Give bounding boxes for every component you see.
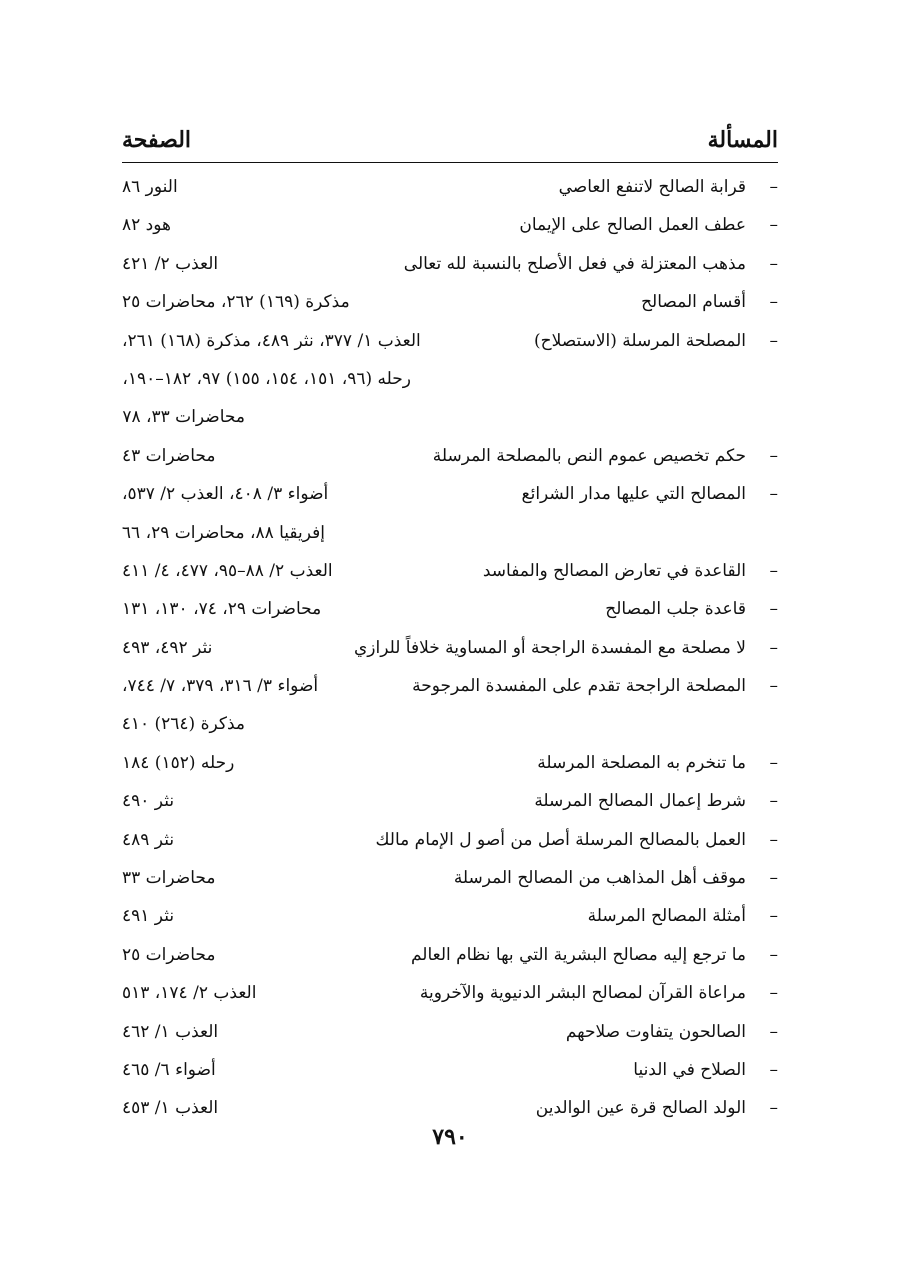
index-row — [122, 936, 778, 974]
row-reference: محاضرات ٢٩، ٧٤، ١٣٠، ١٣١ — [122, 599, 322, 620]
row-dash: – — [769, 983, 778, 1004]
index-row — [122, 1089, 778, 1127]
index-row — [122, 437, 778, 475]
row-dash: – — [769, 484, 778, 505]
header-rule — [122, 162, 778, 163]
row-reference: محاضرات ٤٣ — [122, 445, 216, 466]
row-reference: محاضرات ٢٥ — [122, 944, 216, 965]
row-reference: نثر ٤٩٠ — [122, 791, 175, 812]
row-topic: عطف العمل الصالح على الإيمان — [519, 215, 746, 236]
index-row — [122, 168, 778, 206]
row-reference: نثر ٤٩٢، ٤٩٣ — [122, 637, 213, 658]
row-reference: رحله (٩٦، ١٥١، ١٥٤، ١٥٥) ٩٧، ١٨٢–١٩٠، — [122, 368, 411, 389]
row-topic: ما ترجع إليه مصالح البشرية التي بها نظام العالم — [410, 944, 746, 965]
row-dash: – — [769, 177, 778, 197]
row-dash: – — [769, 906, 778, 927]
header-topic: المسألة — [707, 127, 778, 153]
row-reference: العذب ١/ ٤٦٢ — [122, 1021, 219, 1042]
row-dash: – — [769, 829, 778, 850]
index-row — [122, 398, 778, 436]
row-dash: – — [769, 560, 778, 581]
row-dash: – — [769, 215, 778, 236]
row-dash: – — [769, 1098, 778, 1119]
row-reference: العذب ٢/ ٤٢١ — [122, 253, 219, 274]
row-topic: أقسام المصالح — [641, 292, 746, 313]
row-reference: نثر ٤٨٩ — [122, 829, 175, 850]
row-topic: المصلحة الراجحة تقدم على المفسدة المرجوحة — [412, 676, 746, 697]
index-row — [122, 590, 778, 628]
row-reference: العذب ٢/ ١٧٤، ٥١٣ — [122, 983, 257, 1004]
index-list — [122, 168, 778, 1128]
row-topic: الولد الصالح قرة عين الوالدين — [535, 1098, 746, 1119]
row-dash: – — [769, 292, 778, 313]
index-row — [122, 245, 778, 283]
index-row — [122, 322, 778, 360]
index-row — [122, 1051, 778, 1089]
index-row — [122, 514, 778, 552]
row-dash: – — [769, 330, 778, 351]
table-header — [122, 120, 778, 160]
row-dash: – — [769, 1021, 778, 1042]
index-row — [122, 744, 778, 782]
page-number: ٧٩٠ — [432, 1124, 468, 1150]
row-dash: – — [769, 752, 778, 773]
row-dash: – — [769, 253, 778, 274]
row-topic: أمثلة المصالح المرسلة — [587, 906, 746, 927]
row-topic: موقف أهل المذاهب من المصالح المرسلة — [453, 868, 746, 889]
row-reference: العذب ١/ ٤٥٣ — [122, 1098, 219, 1119]
row-topic: شرط إعمال المصالح المرسلة — [534, 791, 746, 812]
index-row — [122, 1013, 778, 1051]
index-row — [122, 782, 778, 820]
index-row — [122, 360, 778, 398]
row-reference: إفريقيا ٨٨، محاضرات ٢٩، ٦٦ — [121, 522, 325, 543]
row-topic: مراعاة القرآن لمصالح البشر الدنيوية والآخروية — [419, 983, 746, 1004]
row-dash: – — [769, 868, 778, 889]
row-reference: العذب ٢/ ٨٨–٩٥، ٤٧٧، ٤/ ٤١١ — [122, 560, 333, 581]
row-reference: مذكرة (١٦٩) ٢٦٢، محاضرات ٢٥ — [122, 292, 350, 313]
index-row — [122, 667, 778, 705]
row-reference: مذكرة (٢٦٤) ٤١٠ — [121, 714, 245, 735]
header-page: الصفحة — [122, 127, 192, 153]
row-reference: رحله (١٥٢) ١٨٤ — [122, 752, 235, 773]
index-row — [122, 475, 778, 513]
row-topic: ما تنخرم به المصلحة المرسلة — [537, 752, 746, 773]
row-reference: نثر ٤٩١ — [122, 906, 175, 927]
row-reference: أضواء ٣/ ٣١٦، ٣٧٩، ٧/ ٧٤٤، — [122, 676, 319, 697]
row-dash: – — [769, 1059, 778, 1080]
row-topic: الصالحون يتفاوت صلاحهم — [565, 1021, 746, 1042]
index-row — [122, 821, 778, 859]
index-row — [122, 552, 778, 590]
row-topic: المصلحة المرسلة (الاستصلاح) — [533, 330, 746, 351]
row-reference: أضواء ٣/ ٤٠٨، العذب ٢/ ٥٣٧، — [122, 484, 329, 505]
row-topic: المصالح التي عليها مدار الشرائع — [521, 484, 746, 505]
row-topic: مذهب المعتزلة في فعل الأصلح بالنسبة لله تعالى — [403, 253, 746, 274]
index-row — [122, 629, 778, 667]
row-reference: النور ٨٦ — [122, 177, 178, 197]
row-dash: – — [769, 944, 778, 965]
row-dash: – — [769, 791, 778, 812]
row-topic: قاعدة جلب المصالح — [605, 599, 746, 620]
row-reference: محاضرات ٣٣ — [122, 868, 216, 889]
row-topic: قرابة الصالح لاتنفع العاصي — [558, 177, 746, 197]
row-reference: أضواء ٦/ ٤٦٥ — [122, 1059, 216, 1080]
row-topic: القاعدة في تعارض المصالح والمفاسد — [482, 560, 746, 581]
row-topic: لا مصلحة مع المفسدة الراجحة أو المساوية خلافاً للرازي — [353, 637, 746, 658]
row-topic: حكم تخصيص عموم النص بالمصلحة المرسلة — [432, 445, 746, 466]
row-topic: العمل بالمصالح المرسلة أصل من أصو ل الإمام مالك — [375, 829, 746, 850]
row-reference: هود ٨٢ — [122, 215, 171, 236]
row-reference: محاضرات ٣٣، ٧٨ — [122, 407, 245, 428]
row-reference: العذب ١/ ٣٧٧، نثر ٤٨٩، مذكرة (١٦٨) ٢٦١، — [122, 330, 421, 351]
row-dash: – — [769, 445, 778, 466]
index-row — [122, 705, 778, 743]
index-row — [122, 283, 778, 321]
index-row — [122, 897, 778, 935]
row-topic: الصلاح في الدنيا — [633, 1059, 746, 1080]
row-dash: – — [769, 676, 778, 697]
index-row — [122, 859, 778, 897]
row-dash: – — [769, 637, 778, 658]
index-row — [122, 974, 778, 1012]
index-row — [122, 206, 778, 244]
row-dash: – — [769, 599, 778, 620]
